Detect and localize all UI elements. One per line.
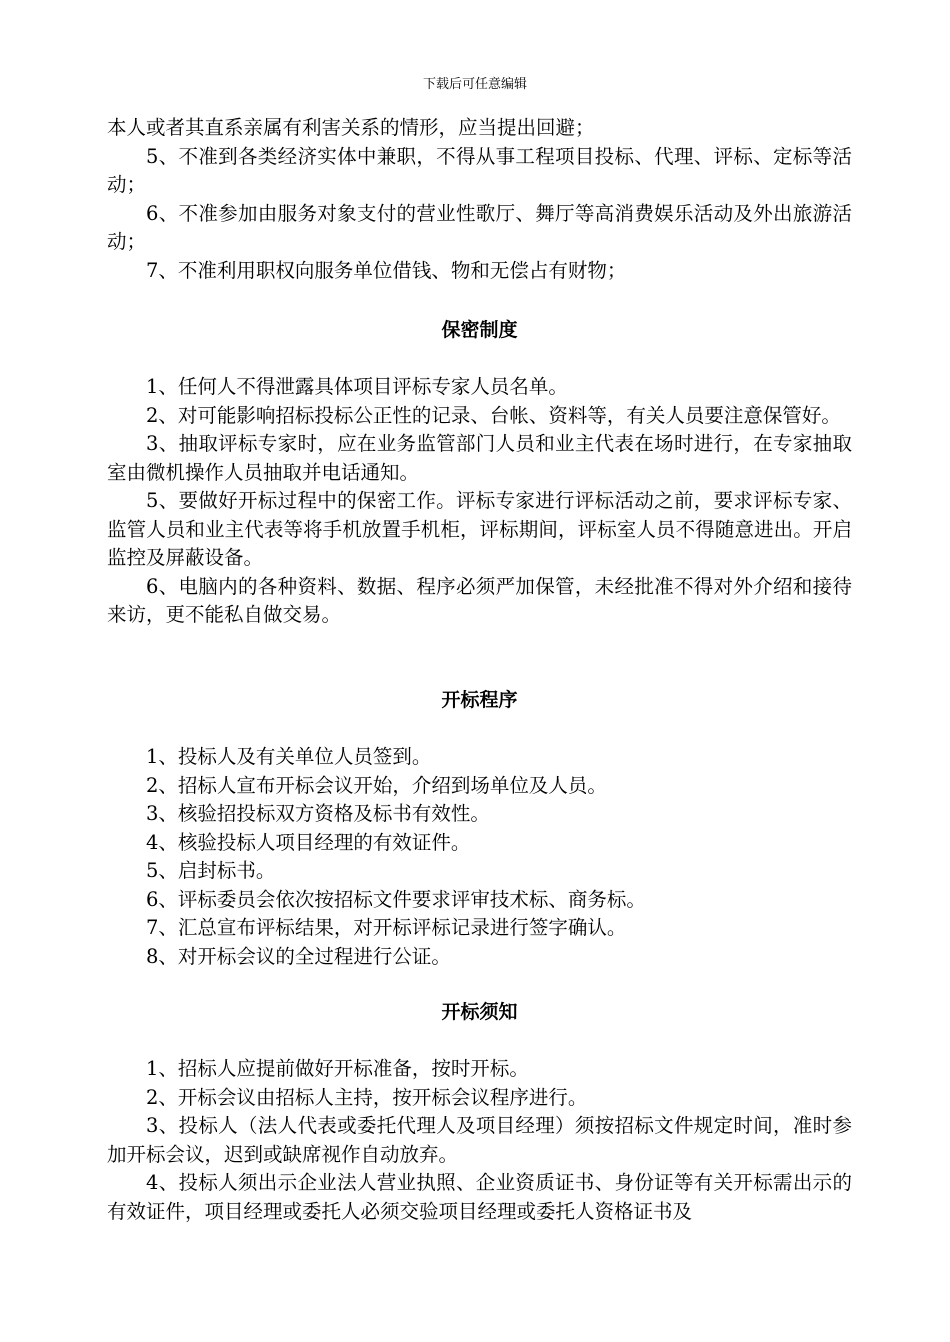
- section-title: 保密制度: [441, 319, 518, 341]
- section-title-block: [107, 998, 852, 1026]
- section-body: [107, 743, 852, 971]
- list-item: 1、投标人及有关单位人员签到。: [146, 745, 432, 768]
- list-item: 3、投标人（法人代表或委托代理人及项目经理）须按招标文件规定时间，准时参加开标会议，迟到或缺席视作自动放弃。: [107, 1114, 852, 1166]
- paragraph: 6、不准参加由服务对象支付的营业性歌厅、舞厅等高消费娱乐活动及外出旅游活动；: [107, 201, 852, 253]
- section-title-block: [107, 686, 852, 714]
- list-item: 2、开标会议由招标人主持，按开标会议程序进行。: [146, 1085, 588, 1109]
- paragraph: 本人或者其直系亲属有利害关系的情形，应当提出回避；: [107, 116, 595, 139]
- section-title: 开标须知: [441, 1001, 518, 1023]
- list-item: 1、招标人应提前做好开标准备，按时开标。: [146, 1057, 529, 1080]
- section-body: [107, 1055, 852, 1226]
- list-item: 5、启封标书。: [146, 859, 276, 882]
- list-item: 8、对开标会议的全过程进行公证。: [146, 944, 451, 968]
- list-item: 4、投标人须出示企业法人营业执照、企业资质证书、身份证等有关开标需出示的有效证件，项目经理或委托人必须交验项目经理或委托人资格证书及: [107, 1171, 852, 1223]
- intro-block: [107, 114, 852, 285]
- list-item: 5、要做好开标过程中的保密工作。评标专家进行评标活动之前，要求评标专家、监管人员和业主代表等将手机放置手机柜，评标期间，评标室人员不得随意进出。开启监控及屏蔽设备。: [107, 489, 852, 569]
- paragraph: 5、不准到各类经济实体中兼职，不得从事工程项目投标、代理、评标、定标等活动；: [107, 144, 852, 196]
- section-title-block: [107, 316, 852, 344]
- section-title: 开标程序: [441, 689, 518, 711]
- list-item: 6、评标委员会依次按招标文件要求评审技术标、商务标。: [146, 887, 646, 911]
- header-note: 下载后可任意编辑: [422, 77, 527, 92]
- list-item: 2、对可能影响招标投标公正性的记录、台帐、资料等，有关人员要注意保管好。: [146, 403, 841, 427]
- list-item: 4、核验投标人项目经理的有效证件。: [146, 830, 471, 854]
- list-item: 3、抽取评标专家时，应在业务监管部门人员和业主代表在场时进行，在专家抽取室由微机操作人员抽取并电话通知。: [107, 432, 852, 484]
- list-item: 7、汇总宣布评标结果，对开标评标记录进行签字确认。: [146, 916, 627, 939]
- section-body: [107, 373, 852, 630]
- list-item: 2、招标人宣布开标会议开始，介绍到场单位及人员。: [146, 773, 607, 797]
- list-item: 3、核验招投标双方资格及标书有效性。: [146, 802, 490, 825]
- paragraph: 7、不准利用职权向服务单位借钱、物和无偿占有财物；: [146, 258, 627, 282]
- list-item: 6、电脑内的各种资料、数据、程序必须严加保管，未经批准不得对外介绍和接待来访，更不能私自做交易。: [107, 574, 852, 626]
- list-item: 1、任何人不得泄露具体项目评标专家人员名单。: [146, 375, 568, 398]
